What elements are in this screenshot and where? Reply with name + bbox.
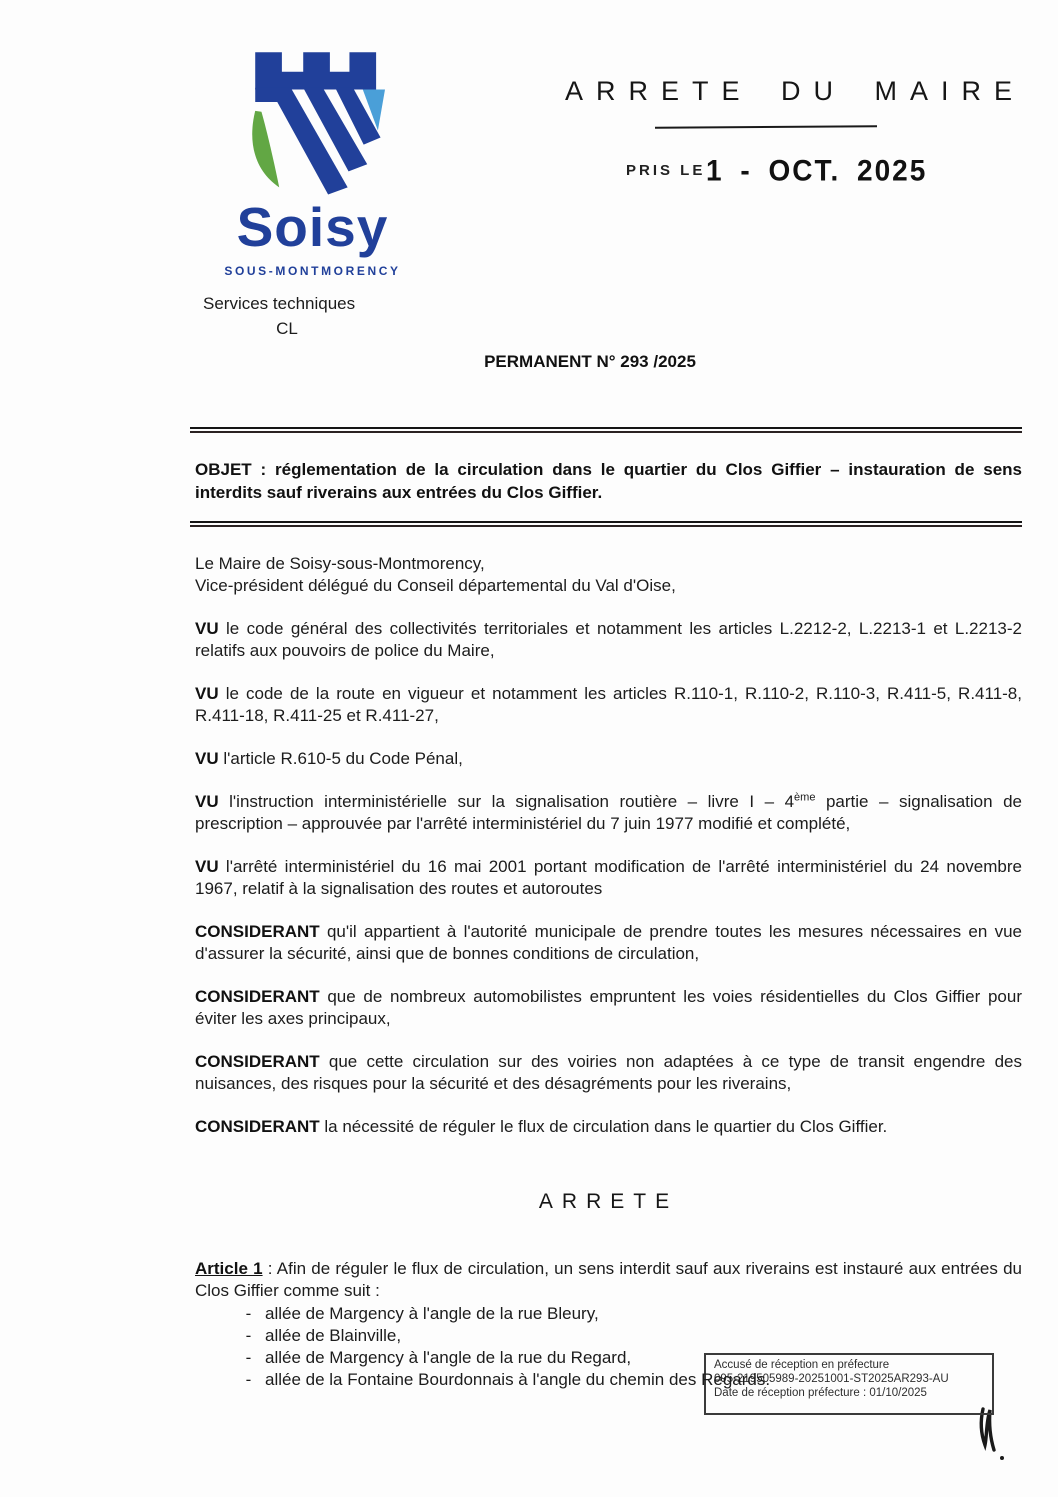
considerant-paragraph-4 [195, 1116, 1022, 1138]
vu-paragraph-5 [195, 856, 1022, 900]
paragraph-lead: VU [195, 857, 219, 876]
separator-rule-bottom [190, 521, 1022, 527]
list-item-dash: - [245, 1370, 252, 1389]
objet-heading: OBJET : réglementation de la circulation dans le quartier du Clos Giffier – instauration de sens interdits sauf riverains aux entrées du Clos Giffier. [195, 460, 1022, 502]
title-underline [655, 125, 877, 129]
ordinal-superscript: ème [794, 791, 816, 804]
paragraph-text: que de nombreux automobilistes empruntent les voies résidentielles du Clos Giffier pour éviter les axes principaux, [195, 987, 1022, 1028]
date-stamp-value: 1 - OCT. 2025 [706, 154, 928, 187]
vu-paragraph-3 [195, 748, 1022, 770]
paragraph-text: la nécessité de réguler le flux de circulation dans le quartier du Clos Giffier. [319, 1117, 888, 1136]
article-1-paragraph [195, 1258, 1022, 1302]
considerant-paragraph-2 [195, 986, 1022, 1030]
considerant-paragraph-1 [195, 921, 1022, 965]
paragraph-lead: VU [195, 792, 219, 811]
paragraph-lead: CONSIDERANT [195, 1117, 320, 1136]
paragraph-text: l'instruction interministérielle sur la signalisation routière – livre I – 4 [218, 792, 795, 811]
stamp-line-3: Date de réception préfecture : 01/10/2025 [714, 1387, 927, 1399]
arrete-heading: ARRETE [538, 1190, 679, 1213]
list-item-dash: - [245, 1348, 252, 1367]
logo-subtitle: SOUS-MONTMORENCY [224, 264, 401, 278]
article-1-lead: Article 1 [195, 1259, 263, 1278]
vu-paragraph-4 [195, 791, 1022, 835]
vu-paragraph-2 [195, 683, 1022, 727]
vu-paragraph-1 [195, 618, 1022, 662]
date-stamp-label: PRIS LE [626, 162, 706, 179]
document-title: ARRETE DU MAIRE [565, 76, 1026, 106]
service-initials: CL [276, 319, 298, 338]
paragraph-lead: VU [195, 619, 219, 638]
paragraph-lead: CONSIDERANT [195, 1052, 320, 1071]
list-item-text: allée de Margency à l'angle de la rue Bleury, [265, 1304, 599, 1323]
paragraph-lead: CONSIDERANT [195, 987, 320, 1006]
logo-wordmark: Soisy [236, 196, 389, 258]
permanent-number: PERMANENT N° 293 /2025 [484, 352, 696, 371]
municipal-logo [215, 38, 410, 278]
list-item [195, 1303, 1022, 1325]
list-item-text: allée de Blainville, [265, 1326, 402, 1345]
preamble-line-2: Vice-président délégué du Conseil départemental du Val d'Oise, [195, 576, 676, 595]
paragraph-text: partie – signalisation de prescription – approuvée par l'arrêté interministériel du 7 juin 1977 modifié et complété, [195, 792, 1023, 833]
paragraph-lead: VU [195, 684, 219, 703]
preamble-line-1: Le Maire de Soisy-sous-Montmorency, [195, 554, 485, 573]
list-item-dash: - [245, 1304, 252, 1323]
paragraph-text: qu'il appartient à l'autorité municipale de prendre toutes les mesures nécessaires en vue d'assurer la sécurité, ainsi que de bonnes conditions de circulation, [195, 922, 1022, 963]
considerant-paragraph-3 [195, 1051, 1022, 1095]
paragraph-lead: CONSIDERANT [195, 922, 320, 941]
paragraph-text: l'arrêté interministériel du 16 mai 2001 portant modification de l'arrêté interministériel du 24 novembre 1967, relatif à la signalisation des routes et autoroutes [195, 857, 1022, 898]
list-item-text: allée de Margency à l'angle de la rue du Regard, [265, 1348, 632, 1367]
separator-rule-top [190, 427, 1022, 433]
paragraph-text: que cette circulation sur des voiries non adaptées à ce type de transit engendre des nuisances, des risques pour la sécurité et des désagréments pour les riverains, [195, 1052, 1022, 1093]
service-name: Services techniques [203, 294, 356, 313]
list-item-dash: - [245, 1326, 252, 1345]
stamp-line-1: Accusé de réception en préfecture [714, 1359, 890, 1371]
list-item [195, 1325, 1022, 1347]
stamp-line-2: 095-219505989-20251001-ST2025AR293-AU [714, 1373, 949, 1385]
castle-shield-icon [228, 38, 398, 198]
list-item [195, 1369, 1022, 1391]
paragraph-text: le code de la route en vigueur et notamment les articles R.110-1, R.110-2, R.110-3, R.411-5, R.411-8, R.411-18, R.411-25 et R.411-27, [195, 684, 1022, 725]
paragraph-text: le code général des collectivités territoriales et notamment les articles L.2212-2, L.2213-1 et L.2213-2 relatifs aux pouvoirs de police du Maire, [195, 619, 1022, 660]
list-item-text: allée de la Fontaine Bourdonnais à l'angle du chemin des Regards. [265, 1370, 771, 1389]
paragraph-text: l'article R.610-5 du Code Pénal, [218, 749, 463, 768]
article-1-list [195, 1303, 1022, 1391]
list-item [195, 1347, 1022, 1369]
handwritten-mark-icon [976, 1406, 1016, 1466]
article-1-text: : Afin de réguler le flux de circulation, un sens interdit sauf aux riverains est instauré aux entrées du Clos Giffier comme suit : [195, 1259, 1022, 1300]
paragraph-lead: VU [195, 749, 219, 768]
document-body [195, 553, 1022, 1391]
